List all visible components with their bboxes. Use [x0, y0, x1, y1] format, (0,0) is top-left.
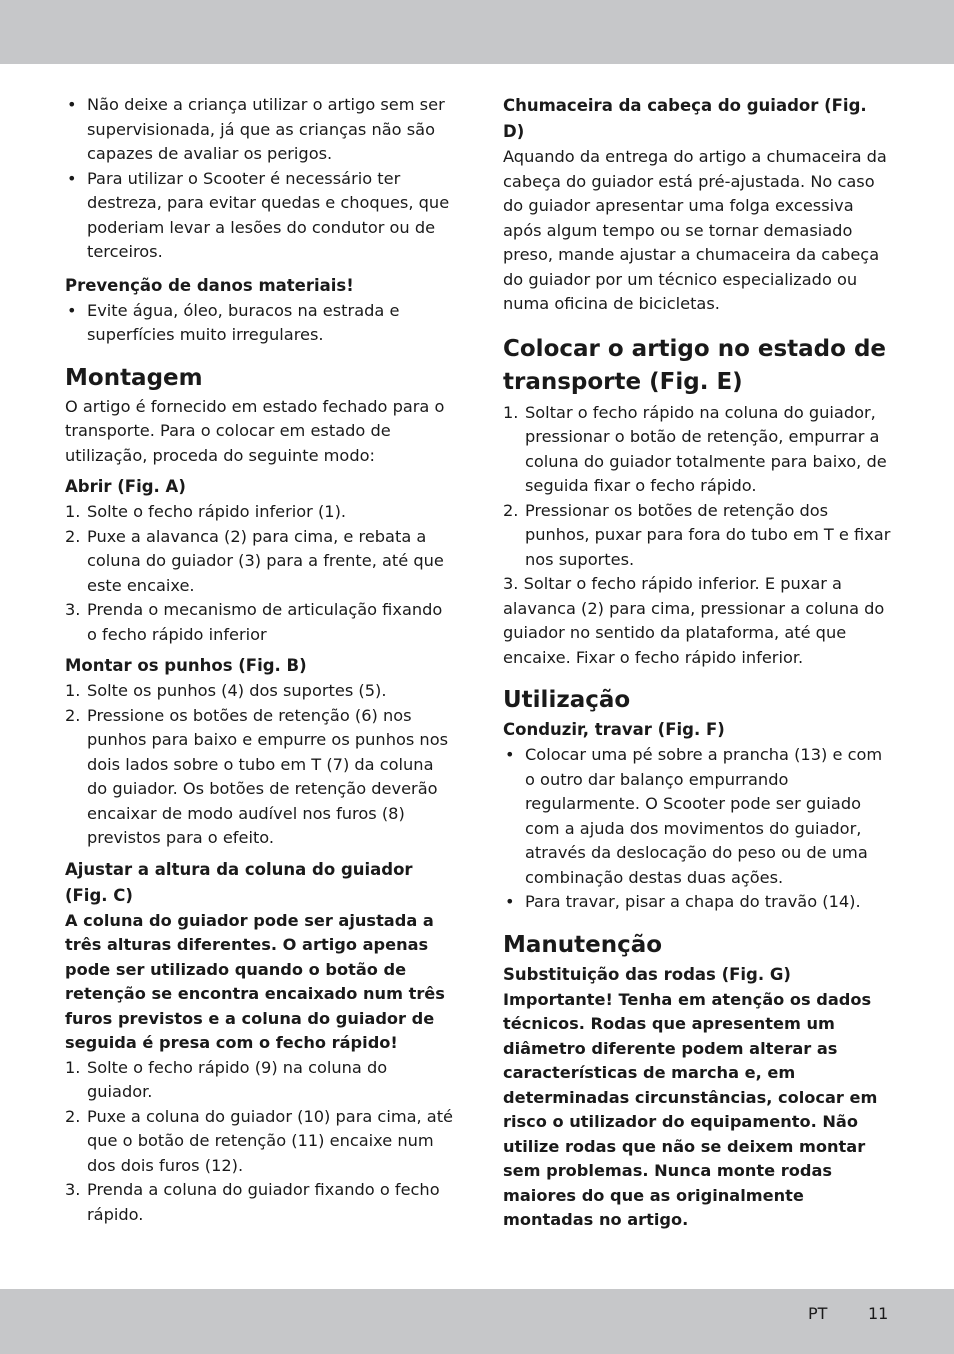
- substituicao-heading: Substituição das rodas (Fig. G): [503, 964, 791, 984]
- list-item: 2. Puxe a coluna do guiador (10) para cima, até que o botão de retenção (11) encaixe num dos dois furos (12).: [65, 1106, 454, 1175]
- list-item: 1. Solte o fecho rápido (9) na coluna do guiador.: [65, 1057, 388, 1101]
- right-column: [503, 93, 893, 1233]
- left-column: [65, 93, 455, 1227]
- chumaceira-heading: Chumaceira da cabeça do guiador (Fig. D): [503, 96, 867, 141]
- manutencao-warning: Importante! Tenha em atenção os dados técnicos. Rodas que apresentem um diâmetro diferente podem alterar as características de marcha e, em determinadas circunstâncias, colocar em risco o utilizador do equipamento. Não utilize rodas que não se deixem montar sem problemas. Nunca monte rodas maiores do que as originalmente montadas no artigo.: [503, 989, 878, 1229]
- bullet-icon: •: [505, 745, 515, 764]
- punhos-steps: [65, 679, 455, 851]
- list-item: • Para utilizar o Scooter é necessário ter destreza, para evitar quedas e choques, que poderiam levar a lesões do condutor ou de terceiros.: [67, 168, 450, 261]
- page-number: 11: [868, 1304, 889, 1323]
- utilizacao-heading: Utilização: [503, 687, 631, 713]
- list-item: • Não deixe a criança utilizar o artigo sem ser supervisionada, já que as crianças não são capazes de avaliar os perigos.: [67, 95, 445, 163]
- altura-steps: [65, 1056, 455, 1228]
- list-item: 2. Puxe a alavanca (2) para cima, e rebata a coluna do guiador (3) para a frente, até que este encaixe.: [65, 526, 444, 595]
- bullet-icon: •: [67, 168, 77, 188]
- bullet-icon: •: [505, 892, 515, 911]
- punhos-heading: Montar os punhos (Fig. B): [65, 656, 307, 675]
- list-item: • Para travar, pisar a chapa do travão (14).: [503, 890, 893, 915]
- altura-warning: A coluna do guiador pode ser ajustada a três alturas diferentes. O artigo apenas pode ser utilizado quando o botão de retenção se encontra encaixado num três furos previstos e a coluna do guiador de seguida é presa com o fecho rápido!: [65, 910, 445, 1052]
- abrir-steps: [65, 500, 455, 647]
- list-item: 2. Pressione os botões de retenção (6) nos punhos para baixo e empurre os punhos nos dois lados sobre o tubo em T (7) da coluna do guiador. Os botões de retenção deverão encaixar de modo audível nos furos (8) previstos para o efeito.: [65, 705, 449, 847]
- damage-bullet-list: [65, 299, 455, 348]
- list-item: 3. Prenda o mecanismo de articulação fixando o fecho rápido inferior: [65, 600, 443, 644]
- list-item: 1. Solte o fecho rápido inferior (1).: [65, 502, 347, 521]
- altura-heading: Ajustar a altura da coluna do guiador (Fig. C): [65, 859, 413, 905]
- transporte-step-3: 3. Soltar o fecho rápido inferior. E puxar a alavanca (2) para cima, pressionar a coluna do guiador no sentido da plataforma, até que encaixe. Fixar o fecho rápido inferior.: [503, 574, 885, 667]
- manutencao-heading: Manutenção: [503, 931, 663, 958]
- footer-language: PT: [808, 1304, 828, 1323]
- list-item: 1. Solte os punhos (4) dos suportes (5).: [65, 681, 387, 700]
- safety-bullet-list: [65, 93, 455, 265]
- header-band: [0, 0, 954, 64]
- abrir-heading: Abrir (Fig. A): [65, 477, 186, 496]
- montagem-text: O artigo é fornecido em estado fechado para o transporte. Para o colocar em estado de utilização, proceda do seguinte modo:: [65, 396, 445, 465]
- bullet-icon: •: [67, 95, 77, 114]
- chumaceira-text: Aquando da entrega do artigo a chumaceira da cabeça do guiador está pré-ajustada. No caso do guiador apresentar uma folga excessiva após algum tempo ou se tornar demasiado preso, mande ajustar a chumaceira da cabeça do guiador por um técnico especializado ou numa oficina de bicicletas.: [503, 147, 887, 313]
- list-item: 2. Pressionar os botões de retenção dos punhos, puxar para fora do tubo em T e fixar nos suportes.: [503, 500, 891, 569]
- list-item: • Colocar uma pé sobre a prancha (13) e com o outro dar balanço empurrando regularmente. O Scooter pode ser guiado com a ajuda dos movimentos do guiador, através da deslocação do peso ou de uma combinação destas duas ações.: [505, 745, 883, 887]
- damage-heading: Prevenção de danos materiais!: [65, 275, 354, 295]
- conduzir-heading: Conduzir, travar (Fig. F): [503, 720, 725, 739]
- transporte-steps: [503, 401, 893, 573]
- utilizacao-bullet-list: [503, 743, 893, 915]
- list-item: 1. Soltar o fecho rápido na coluna do guiador, pressionar o botão de retenção, empurrar a coluna do guiador totalmente para baixo, de seguida fixar o fecho rápido.: [503, 402, 887, 495]
- list-item: 3. Prenda a coluna do guiador fixando o fecho rápido.: [65, 1180, 440, 1224]
- list-item: • Evite água, óleo, buracos na estrada e superfícies muito irregulares.: [67, 300, 400, 344]
- bullet-icon: •: [67, 300, 77, 320]
- transporte-heading: Colocar o artigo no estado de transporte (Fig. E): [503, 335, 887, 395]
- montagem-heading: Montagem: [65, 364, 203, 391]
